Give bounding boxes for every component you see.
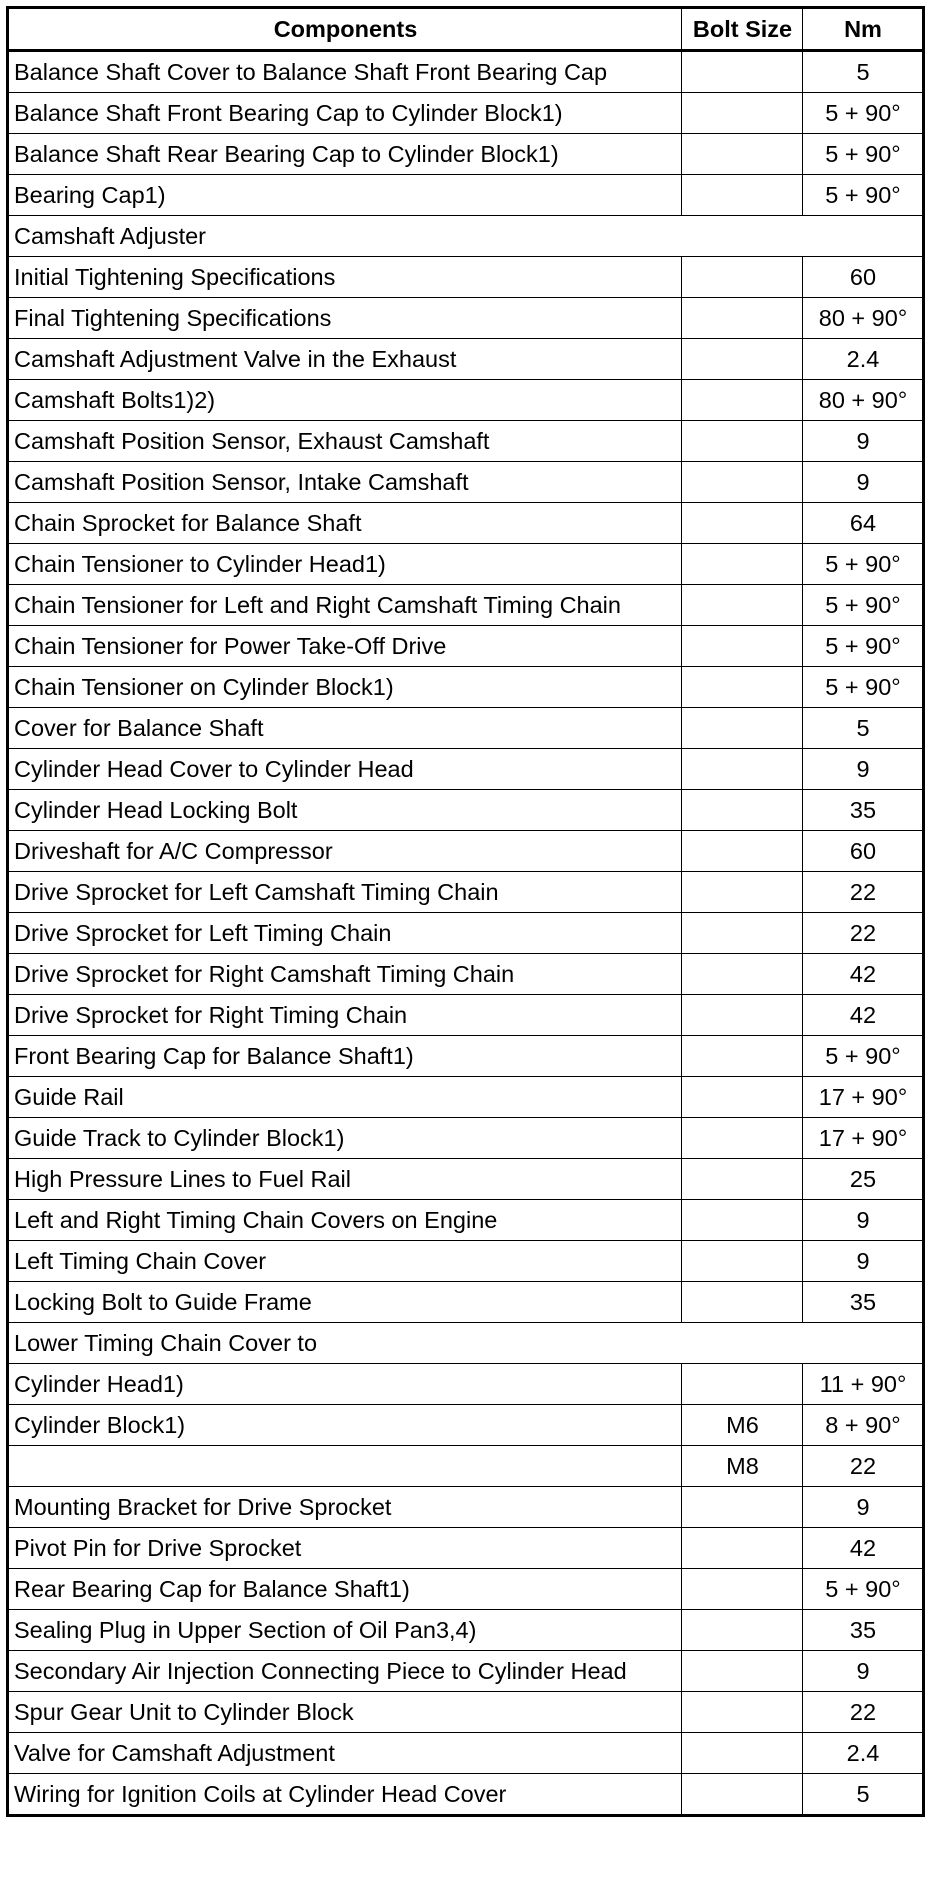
bolt-size-cell: [682, 1282, 803, 1323]
bolt-size-cell: [682, 93, 803, 134]
bolt-size-cell: [682, 585, 803, 626]
bolt-size-cell: [682, 1610, 803, 1651]
table-row: [8, 380, 924, 421]
bolt-size-cell: M6: [682, 1405, 803, 1446]
torque-cell: 42: [803, 995, 924, 1036]
table-section-row: [8, 1323, 924, 1364]
table-row: [8, 708, 924, 749]
component-cell: Chain Tensioner on Cylinder Block1): [8, 667, 682, 708]
component-cell: Initial Tightening Specifications: [8, 257, 682, 298]
table-row: [8, 1692, 924, 1733]
table-row: [8, 1528, 924, 1569]
component-cell: Cylinder Head Cover to Cylinder Head: [8, 749, 682, 790]
torque-cell: 5 + 90°: [803, 1569, 924, 1610]
component-cell: Pivot Pin for Drive Sprocket: [8, 1528, 682, 1569]
header-bolt-size: Bolt Size: [682, 8, 803, 51]
component-cell: Drive Sprocket for Right Camshaft Timing Chain: [8, 954, 682, 995]
torque-cell: 60: [803, 257, 924, 298]
component-cell: Drive Sprocket for Left Timing Chain: [8, 913, 682, 954]
table-row: [8, 1569, 924, 1610]
bolt-size-cell: [682, 134, 803, 175]
component-cell: Balance Shaft Front Bearing Cap to Cylinder Block1): [8, 93, 682, 134]
component-cell: Cover for Balance Shaft: [8, 708, 682, 749]
torque-cell: 8 + 90°: [803, 1405, 924, 1446]
component-cell: Front Bearing Cap for Balance Shaft1): [8, 1036, 682, 1077]
torque-cell: 5: [803, 708, 924, 749]
torque-cell: 9: [803, 1651, 924, 1692]
bolt-size-cell: [682, 667, 803, 708]
table-row: [8, 1241, 924, 1282]
torque-cell: 5 + 90°: [803, 667, 924, 708]
torque-cell: 60: [803, 831, 924, 872]
torque-cell: 9: [803, 1200, 924, 1241]
table-row: [8, 831, 924, 872]
table-row: [8, 1733, 924, 1774]
table-row: [8, 790, 924, 831]
bolt-size-cell: [682, 1364, 803, 1405]
bolt-size-cell: [682, 1036, 803, 1077]
torque-cell: 22: [803, 1446, 924, 1487]
component-cell: Sealing Plug in Upper Section of Oil Pan3,4): [8, 1610, 682, 1651]
header-nm: Nm: [803, 8, 924, 51]
component-cell: Camshaft Position Sensor, Intake Camshaft: [8, 462, 682, 503]
component-cell: Cylinder Block1): [8, 1405, 682, 1446]
bolt-size-cell: M8: [682, 1446, 803, 1487]
torque-cell: 5 + 90°: [803, 544, 924, 585]
bolt-size-cell: [682, 257, 803, 298]
table-row: [8, 175, 924, 216]
table-row: [8, 257, 924, 298]
torque-cell: 9: [803, 1487, 924, 1528]
component-cell: Guide Rail: [8, 1077, 682, 1118]
table-row: [8, 93, 924, 134]
table-row: [8, 1282, 924, 1323]
component-cell: Spur Gear Unit to Cylinder Block: [8, 1692, 682, 1733]
table-row: [8, 1159, 924, 1200]
torque-cell: 22: [803, 913, 924, 954]
component-cell: High Pressure Lines to Fuel Rail: [8, 1159, 682, 1200]
torque-cell: 9: [803, 749, 924, 790]
component-cell: Camshaft Adjustment Valve in the Exhaust: [8, 339, 682, 380]
bolt-size-cell: [682, 421, 803, 462]
table-row: [8, 298, 924, 339]
bolt-size-cell: [682, 175, 803, 216]
component-cell: Wiring for Ignition Coils at Cylinder Head Cover: [8, 1774, 682, 1816]
component-cell: Balance Shaft Cover to Balance Shaft Front Bearing Cap: [8, 51, 682, 93]
section-label: Lower Timing Chain Cover to: [8, 1323, 924, 1364]
bolt-size-cell: [682, 1159, 803, 1200]
torque-cell: 5 + 90°: [803, 134, 924, 175]
torque-cell: 5: [803, 1774, 924, 1816]
bolt-size-cell: [682, 1077, 803, 1118]
bolt-size-cell: [682, 913, 803, 954]
component-cell: Chain Sprocket for Balance Shaft: [8, 503, 682, 544]
bolt-size-cell: [682, 1200, 803, 1241]
component-cell: Drive Sprocket for Left Camshaft Timing Chain: [8, 872, 682, 913]
component-cell: Balance Shaft Rear Bearing Cap to Cylinder Block1): [8, 134, 682, 175]
bolt-size-cell: [682, 503, 803, 544]
table-row: [8, 503, 924, 544]
table-row: [8, 1610, 924, 1651]
header-components: Components: [8, 8, 682, 51]
component-cell: Chain Tensioner to Cylinder Head1): [8, 544, 682, 585]
bolt-size-cell: [682, 1569, 803, 1610]
table-row: [8, 1487, 924, 1528]
torque-cell: 22: [803, 1692, 924, 1733]
torque-spec-table: [6, 6, 925, 1817]
component-cell: Bearing Cap1): [8, 175, 682, 216]
bolt-size-cell: [682, 298, 803, 339]
torque-cell: 64: [803, 503, 924, 544]
bolt-size-cell: [682, 872, 803, 913]
bolt-size-cell: [682, 51, 803, 93]
component-cell: [8, 1446, 682, 1487]
bolt-size-cell: [682, 626, 803, 667]
torque-cell: 25: [803, 1159, 924, 1200]
torque-cell: 35: [803, 790, 924, 831]
torque-cell: 2.4: [803, 339, 924, 380]
torque-cell: 17 + 90°: [803, 1077, 924, 1118]
component-cell: Cylinder Head1): [8, 1364, 682, 1405]
bolt-size-cell: [682, 1487, 803, 1528]
bolt-size-cell: [682, 1774, 803, 1816]
torque-cell: 5: [803, 51, 924, 93]
component-cell: Final Tightening Specifications: [8, 298, 682, 339]
torque-cell: 5 + 90°: [803, 175, 924, 216]
bolt-size-cell: [682, 1692, 803, 1733]
torque-cell: 9: [803, 421, 924, 462]
bolt-size-cell: [682, 749, 803, 790]
component-cell: Chain Tensioner for Power Take-Off Drive: [8, 626, 682, 667]
torque-cell: 9: [803, 462, 924, 503]
bolt-size-cell: [682, 1651, 803, 1692]
component-cell: Left Timing Chain Cover: [8, 1241, 682, 1282]
torque-cell: 2.4: [803, 1733, 924, 1774]
table-row: [8, 954, 924, 995]
table-row: [8, 339, 924, 380]
component-cell: Driveshaft for A/C Compressor: [8, 831, 682, 872]
table-row: [8, 1405, 924, 1446]
table-row: [8, 1651, 924, 1692]
table-row: [8, 1200, 924, 1241]
table-row: [8, 1774, 924, 1816]
table-row: [8, 626, 924, 667]
table-header-row: [8, 8, 924, 51]
table-row: [8, 462, 924, 503]
bolt-size-cell: [682, 1733, 803, 1774]
component-cell: Camshaft Bolts1)2): [8, 380, 682, 421]
table-body: [8, 51, 924, 1816]
table-row: [8, 585, 924, 626]
component-cell: Drive Sprocket for Right Timing Chain: [8, 995, 682, 1036]
table-row: [8, 749, 924, 790]
torque-cell: 35: [803, 1282, 924, 1323]
table-row: [8, 1036, 924, 1077]
bolt-size-cell: [682, 954, 803, 995]
table-row: [8, 667, 924, 708]
torque-cell: 80 + 90°: [803, 380, 924, 421]
table-row: [8, 51, 924, 93]
bolt-size-cell: [682, 831, 803, 872]
component-cell: Mounting Bracket for Drive Sprocket: [8, 1487, 682, 1528]
table-row: [8, 995, 924, 1036]
torque-cell: 42: [803, 1528, 924, 1569]
component-cell: Chain Tensioner for Left and Right Camshaft Timing Chain: [8, 585, 682, 626]
torque-cell: 5 + 90°: [803, 585, 924, 626]
table-row: [8, 421, 924, 462]
bolt-size-cell: [682, 708, 803, 749]
torque-cell: 17 + 90°: [803, 1118, 924, 1159]
component-cell: Rear Bearing Cap for Balance Shaft1): [8, 1569, 682, 1610]
bolt-size-cell: [682, 995, 803, 1036]
table-row: [8, 544, 924, 585]
component-cell: Camshaft Position Sensor, Exhaust Camshaft: [8, 421, 682, 462]
bolt-size-cell: [682, 339, 803, 380]
table-row: [8, 134, 924, 175]
bolt-size-cell: [682, 1241, 803, 1282]
torque-cell: 80 + 90°: [803, 298, 924, 339]
torque-cell: 42: [803, 954, 924, 995]
bolt-size-cell: [682, 462, 803, 503]
torque-cell: 9: [803, 1241, 924, 1282]
bolt-size-cell: [682, 1118, 803, 1159]
torque-cell: 11 + 90°: [803, 1364, 924, 1405]
torque-cell: 5 + 90°: [803, 1036, 924, 1077]
component-cell: Left and Right Timing Chain Covers on Engine: [8, 1200, 682, 1241]
bolt-size-cell: [682, 1528, 803, 1569]
section-label: Camshaft Adjuster: [8, 216, 924, 257]
table-row: [8, 872, 924, 913]
torque-cell: 5 + 90°: [803, 93, 924, 134]
table-section-row: [8, 216, 924, 257]
torque-cell: 22: [803, 872, 924, 913]
component-cell: Valve for Camshaft Adjustment: [8, 1733, 682, 1774]
table-row: [8, 1077, 924, 1118]
bolt-size-cell: [682, 790, 803, 831]
table-row: [8, 913, 924, 954]
component-cell: Locking Bolt to Guide Frame: [8, 1282, 682, 1323]
component-cell: Cylinder Head Locking Bolt: [8, 790, 682, 831]
torque-cell: 35: [803, 1610, 924, 1651]
bolt-size-cell: [682, 544, 803, 585]
table-row: [8, 1446, 924, 1487]
table-row: [8, 1364, 924, 1405]
bolt-size-cell: [682, 380, 803, 421]
table-row: [8, 1118, 924, 1159]
torque-cell: 5 + 90°: [803, 626, 924, 667]
component-cell: Guide Track to Cylinder Block1): [8, 1118, 682, 1159]
component-cell: Secondary Air Injection Connecting Piece to Cylinder Head: [8, 1651, 682, 1692]
